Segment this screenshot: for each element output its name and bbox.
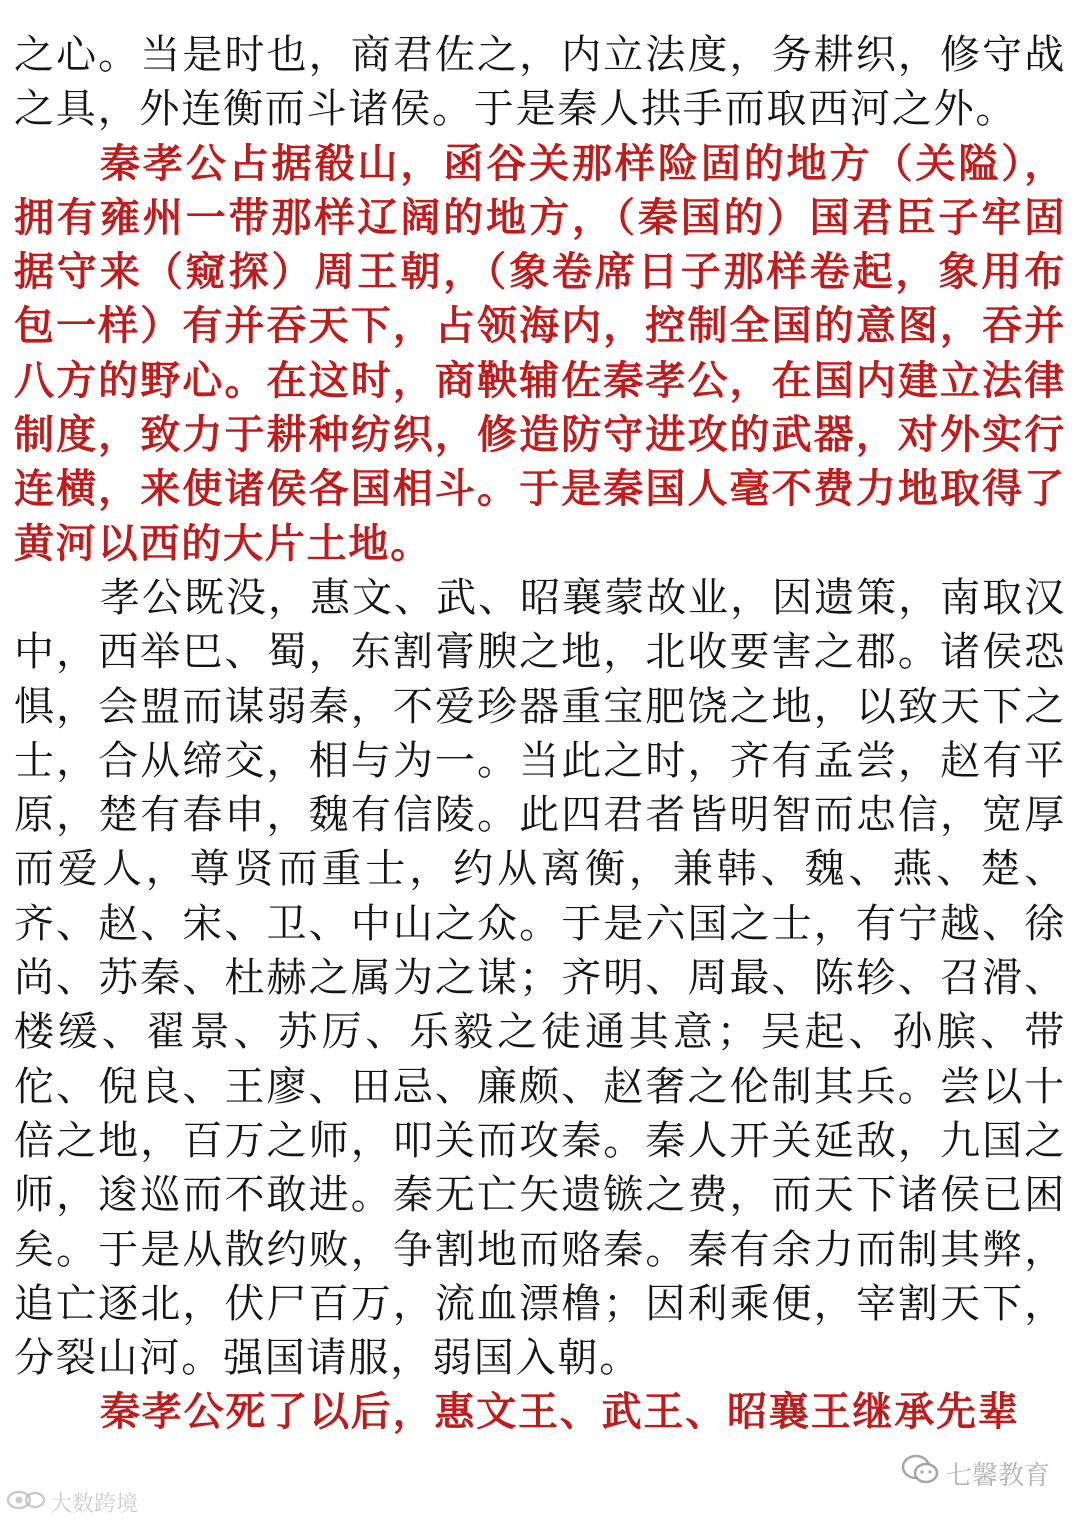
document-body [14,28,1066,1440]
paragraph-original-1: 之心。当是时也，商君佐之，内立法度，务耕织，修守战之具，外连衡而斗诸侯。于是秦人拱手而取西河之外。 [14,32,1066,133]
paragraph-translation-2: 秦孝公死了以后，惠文王、武王、昭襄王继承先辈 [100,1389,1020,1436]
watermark-left-text: 大数跨境 [50,1492,139,1517]
wechat-logo-icon [900,1453,940,1494]
paragraph-translation-1: 秦孝公占据殽山，函谷关那样险固的地方（关隘），拥有雍州一带那样辽阔的地方，（秦国的）国君臣子牢固据守来（窥探）周王朝，（象卷席日子那样卷起，象用布包一样）有并吞天下，占领海内，控制全国的意图，吞并八方的野心。在这时，商鞅辅佐秦孝公，在国内建立法律制度，致力于耕种纺织，修造防守进攻的武器，对外实行连横，来使诸侯各国相斗。于是秦国人毫不费力地取得了黄河以西的大片土地。 [14,140,1066,567]
paragraph-original-2: 孝公既没，惠文、武、昭襄蒙故业，因遗策，南取汉中，西举巴、蜀，东割膏腴之地，北收要害之郡。诸侯恐惧，会盟而谋弱秦，不爱珍器重宝肥饶之地，以致天下之士，合从缔交，相与为一。当此之时，齐有孟尝，赵有平原，楚有春申，魏有信陵。此四君者皆明智而忠信，宽厚而爱人，尊贤而重士，约从离衡，兼韩、魏、燕、楚、齐、赵、宋、卫、中山之众。于是六国之士，有宁越、徐尚、苏秦、杜赫之属为之谋；齐明、周最、陈轸、召滑、楼缓、翟景、苏厉、乐毅之徒通其意；吴起、孙膑、带佗、倪良、王廖、田忌、廉颇、赵奢之伦制其兵。尝以十倍之地，百万之师，叩关而攻秦。秦人开关延敌，九国之师，逡巡而不敢进。秦无亡矢遗镞之费，而天下诸侯已困矣。于是从散约败，争割地而赂秦。秦有余力而制其弊，追亡逐北，伏尸百万，流血漂橹；因利乘便，宰割天下，分裂山河。强国请服，弱国入朝。 [14,574,1066,1382]
watermark-right-text: 七馨教育 [945,1461,1050,1491]
watermark-left [6,1487,138,1518]
eye-logo-icon [6,1488,46,1518]
watermark-right [900,1453,1050,1494]
